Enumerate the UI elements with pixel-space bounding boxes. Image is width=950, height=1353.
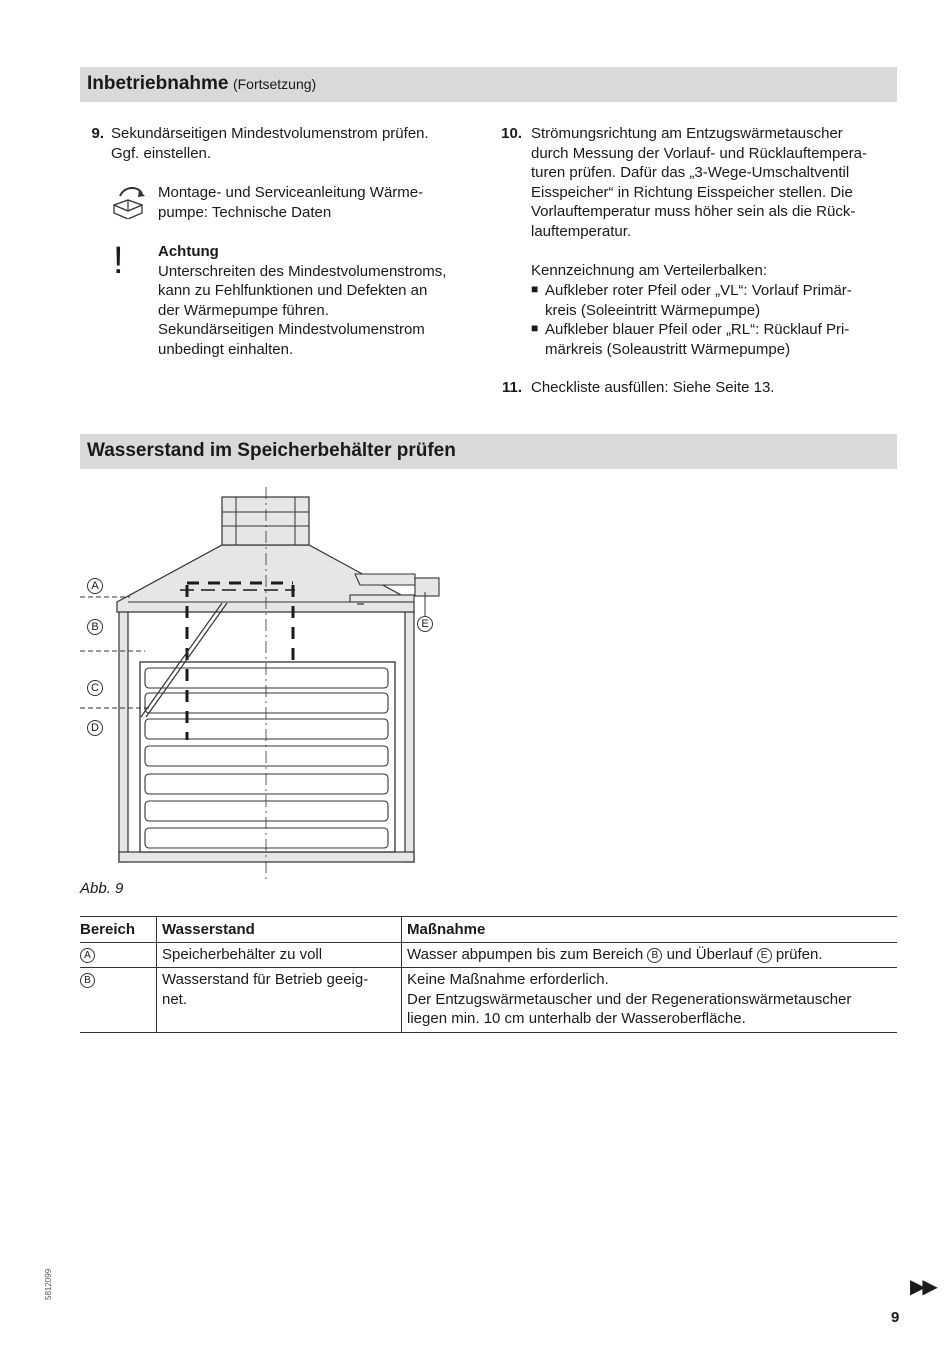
reference-line: Montage- und Serviceanleitung Wärme- <box>158 184 424 201</box>
bullet-line: Aufkleber blauer Pfeil oder „RL“: Rücklauf Pri- <box>545 321 850 338</box>
section-header-inbetriebnahme <box>80 67 897 102</box>
bullet-marker: ■ <box>531 282 539 296</box>
table-cell <box>80 942 157 968</box>
book-reference-icon <box>110 183 154 219</box>
column-header: Wasserstand <box>157 917 402 943</box>
section-subtitle: (Fortsetzung) <box>232 76 317 92</box>
water-level-table <box>80 916 897 1033</box>
column-header: Maßnahme <box>402 917 898 943</box>
page-number: 9 <box>891 1309 900 1326</box>
step-10-line: durch Messung der Vorlauf- und Rücklauftempera- <box>531 144 868 162</box>
cell-line: Wasserstand für Betrieb geeig- <box>162 971 369 989</box>
tank-diagram <box>75 485 455 880</box>
step-10-line: Vorlauftemperatur muss höher sein als die Rück- <box>531 203 856 221</box>
step-11-text: Checkliste ausfüllen: Siehe Seite 13. <box>531 379 775 396</box>
warning-line: der Wärmepumpe führen. <box>158 301 329 319</box>
bullet-marker: ■ <box>531 321 539 335</box>
table-row <box>80 942 897 968</box>
warning-block <box>158 242 446 360</box>
warning-title: Achtung <box>158 243 219 260</box>
step-11-number: 11. <box>501 379 522 396</box>
action-text: und Überlauf <box>666 945 753 963</box>
step-10-line: Eisspeicher“ in Richtung Eisspeicher stellen. Die <box>531 183 853 201</box>
action-text: Wasser abpumpen bis zum Bereich <box>407 945 644 963</box>
section-title: Wasserstand im Speicherbehälter prüfen <box>87 440 456 461</box>
step-10-number: 10. <box>501 125 522 142</box>
next-page-arrows-icon: ▶▶ <box>910 1274 935 1298</box>
cell-line: Der Entzugswärmetauscher und der Regenerationswärmetauscher <box>407 990 852 1008</box>
column-header: Bereich <box>80 917 157 943</box>
step-9-line: Ggf. einstellen. <box>111 144 212 162</box>
section-header-wasserstand <box>80 434 897 469</box>
label-b: B <box>87 619 103 635</box>
warning-exclamation-icon: ! <box>113 240 124 282</box>
bullet-line: märkreis (Soleaustritt Wärmepumpe) <box>545 340 791 358</box>
area-label: B <box>80 973 95 988</box>
label-c: C <box>87 680 103 696</box>
bullet-item <box>545 281 852 320</box>
section-title: Inbetriebnahme <box>87 73 229 94</box>
step-10-line: lauftemperatur. <box>531 222 632 240</box>
figure-caption: Abb. 9 <box>80 880 124 897</box>
warning-line: Sekundärseitigen Mindestvolumenstrom <box>158 321 425 339</box>
bullet-line: Aufkleber roter Pfeil oder „VL“: Vorlauf Primär- <box>545 282 852 299</box>
table-cell: Speicherbehälter zu voll <box>157 942 402 968</box>
label-d: D <box>87 720 103 736</box>
table-cell <box>157 968 402 1033</box>
step-10-line: turen prüfen. Dafür das „3-Wege-Umschaltventil <box>531 164 850 182</box>
table-header-row <box>80 917 897 943</box>
cell-line: Keine Maßnahme erforderlich. <box>407 971 609 989</box>
label-e: E <box>417 616 433 632</box>
table-cell <box>402 968 898 1033</box>
action-text: prüfen. <box>775 945 823 963</box>
step-10-line: Strömungsrichtung am Entzugswärmetauscher <box>531 125 843 142</box>
table-row <box>80 968 897 1033</box>
step-10-text <box>531 124 867 242</box>
cell-line: liegen min. 10 cm unterhalb der Wasseroberfläche. <box>407 1010 746 1028</box>
table-cell <box>402 942 898 968</box>
reference-line: pumpe: Technische Daten <box>158 203 332 221</box>
step-9-number: 9. <box>91 125 104 142</box>
bullet-line: kreis (Soleeintritt Wärmepumpe) <box>545 301 761 319</box>
area-label: A <box>80 948 95 963</box>
marking-title: Kennzeichnung am Verteilerbalken: <box>531 262 767 279</box>
ref-label: E <box>757 948 772 963</box>
step-9-line: Sekundärseitigen Mindestvolumenstrom prüfen. <box>111 125 429 142</box>
label-a: A <box>87 578 103 594</box>
reference-note <box>158 183 423 222</box>
warning-line: unbedingt einhalten. <box>158 340 294 358</box>
warning-line: kann zu Fehlfunktionen und Defekten an <box>158 282 428 300</box>
bullet-item <box>545 320 849 359</box>
ref-label: B <box>647 948 662 963</box>
table-cell <box>80 968 157 1033</box>
warning-line: Unterschreiten des Mindestvolumenstroms, <box>158 262 447 280</box>
step-9-text <box>111 124 429 163</box>
cell-line: net. <box>162 990 188 1008</box>
document-number: 5812099 <box>44 1268 53 1300</box>
